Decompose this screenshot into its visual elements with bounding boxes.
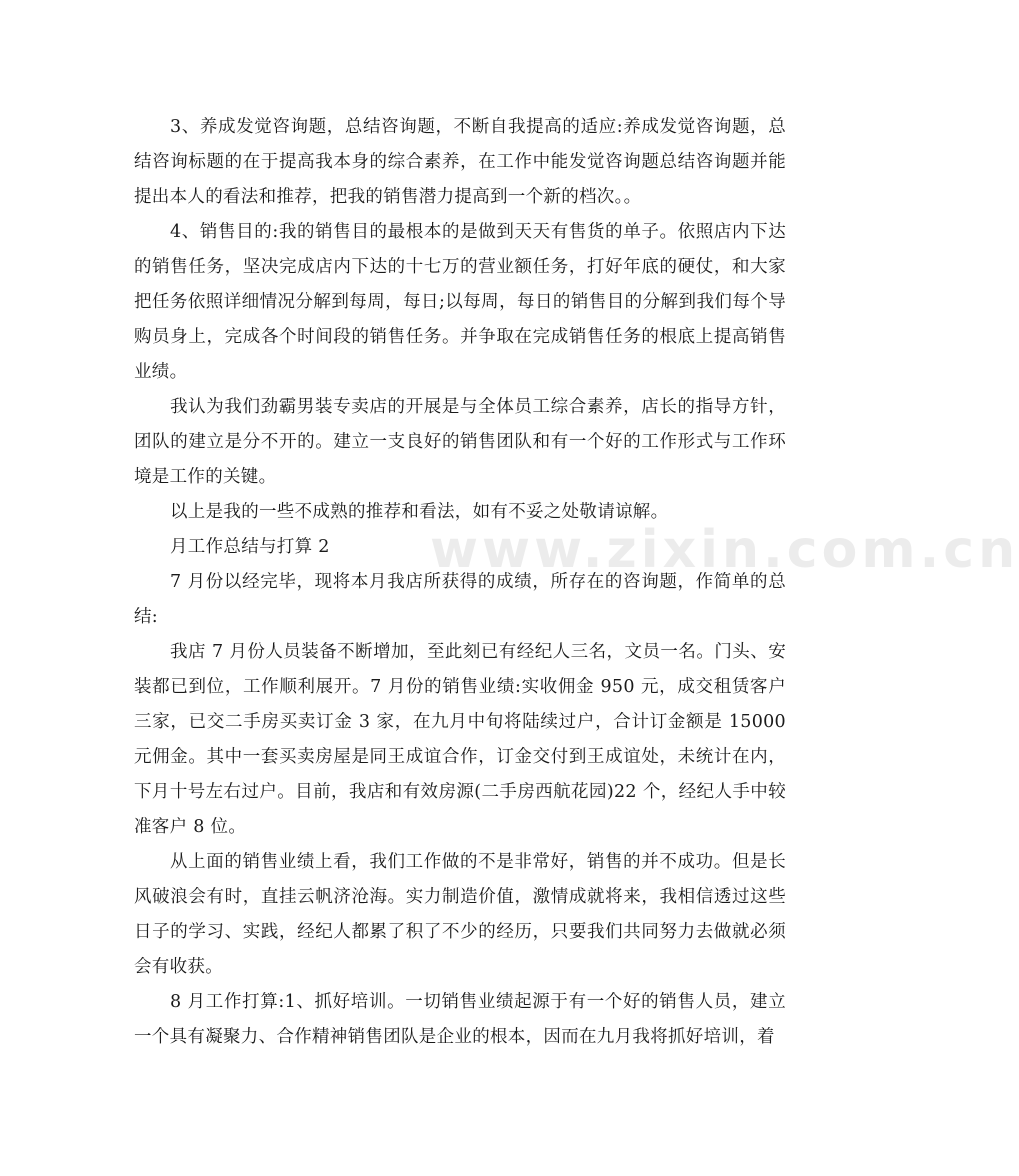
paragraph-closing: 以上是我的一些不成熟的推荐和看法，如有不妥之处敬请谅解。: [170, 502, 669, 522]
paragraph-habit: 3、养成发觉咨询题，总结咨询题，不断自我提高的适应:养成发觉咨询题，总结咨询标题的在于提高我本身的综合素养，在工作中能发觉咨询题总结咨询题并能提出本人的看法和推荐，把我的销售潜力提高到一个新的档次。。: [134, 117, 786, 207]
paragraph-july-results: 我店 7 月份人员装备不断增加，至此刻已有经纪人三名，文员一名。门头、安装都已到位，工作顺利展开。7 月份的销售业绩:实收佣金 950 元，成交租赁客户三家，已交二手房买卖订金 3 家，在九月中旬将陆续过户，合计订金额是 15000 元佣金。其中一套买卖房屋是同王成谊合作，订金交付到王成谊处，未统计在内，下月十号左右过户。目前，我店和有效房源(二手房西航花园)22 个，经纪人手中较准客户 8 位。: [134, 642, 786, 837]
paragraph-team: 我认为我们劲霸男装专卖店的开展是与全体员工综合素养，店长的指导方针，团队的建立是分不开的。建立一支良好的销售团队和有一个好的工作形式与工作环境是工作的关键。: [134, 397, 786, 487]
document-body: [134, 110, 786, 1055]
paragraph-intro: 7 月份以经完毕，现将本月我店所获得的成绩，所存在的咨询题，作简单的总结:: [134, 572, 786, 627]
paragraph-reflection: 从上面的销售业绩上看，我们工作做的不是非常好，销售的并不成功。但是长风破浪会有时，直挂云帆济沧海。实力制造价值，激情成就将来，我相信透过这些日子的学习、实践，经纪人都累了积了不少的经历，只要我们共同努力去做就必须会有收获。: [134, 852, 786, 977]
watermark: www.zixin.com.cn: [430, 520, 1019, 580]
paragraph-sales-goal: 4、销售目的:我的销售目的最根本的是做到天天有售货的单子。依照店内下达的销售任务，坚决完成店内下达的十七万的营业额任务，打好年底的硬仗，和大家把任务依照详细情况分解到每周，每日;以每周，每日的销售目的分解到我们每个导购员身上，完成各个时间段的销售任务。并争取在完成销售任务的根底上提高销售业绩。: [134, 222, 786, 382]
paragraph-august-plan: 8 月工作打算:1、抓好培训。一切销售业绩起源于有一个好的销售人员，建立一个具有凝聚力、合作精神销售团队是企业的根本，因而在九月我将抓好培训，着: [134, 992, 786, 1047]
section-heading: 月工作总结与打算 2: [170, 537, 330, 557]
